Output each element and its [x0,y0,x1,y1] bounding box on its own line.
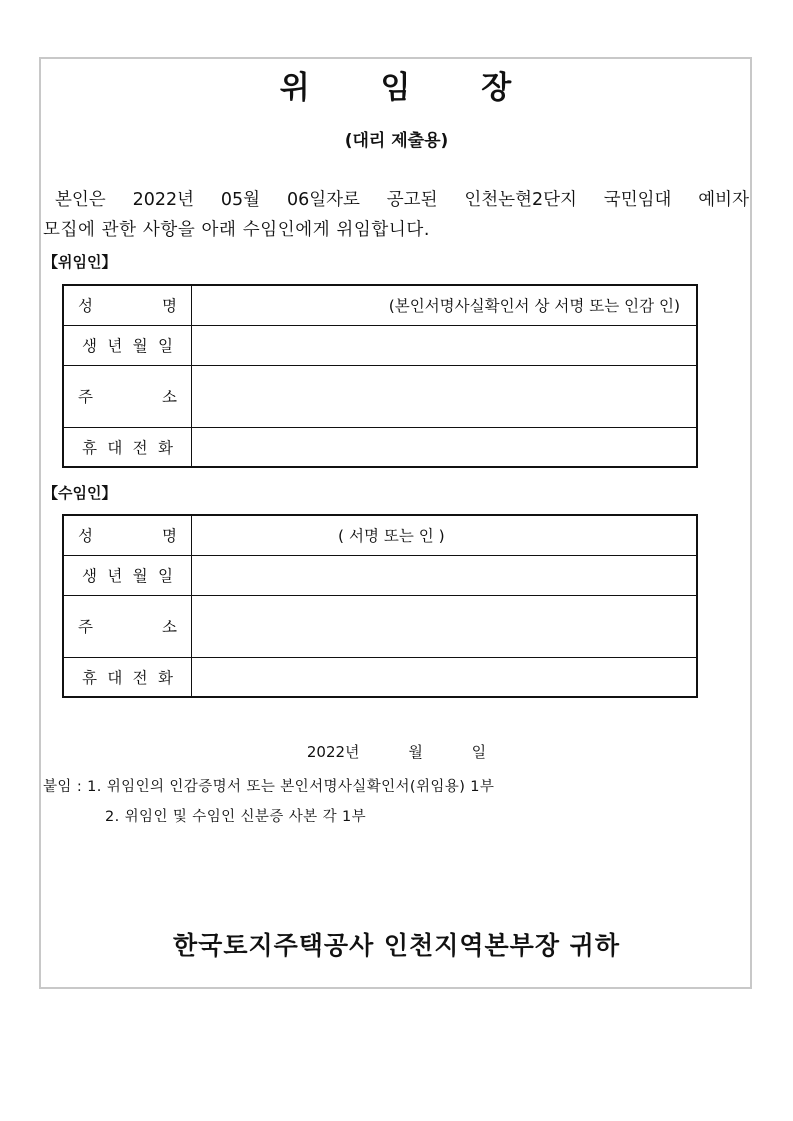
document-title [0,62,793,107]
delegate-address-row [63,595,697,657]
intro-word: 공고된 [386,190,438,210]
date-day: 일 [471,743,487,761]
delegate-address-field[interactable] [192,595,698,657]
address-label: 주 소 [63,595,192,657]
document-subtitle: (대리 제출용) [344,131,449,151]
date-month: 월 [408,743,423,761]
delegator-section-label: 【위임인】 [43,253,117,271]
delegator-table [62,284,698,468]
title-char-1: 위 [279,70,312,106]
delegator-address-row [63,365,697,427]
delegator-phone-row [63,427,697,467]
intro-paragraph [43,185,749,245]
intro-word: 국민임대 [603,190,672,210]
intro-word: 본인은 [55,190,106,210]
intro-word: 06일자로 [286,190,360,210]
birthdate-label: 생 년 월 일 [63,555,192,595]
recipient-footer: 한국토지주택공사 인천지역본부장 귀하 [173,931,620,960]
intro-line-1 [43,185,749,215]
delegate-table [62,514,698,698]
delegate-name-row [63,515,697,555]
intro-word: 인천논현2단지 [464,190,577,210]
delegator-birthdate-row [63,325,697,365]
delegate-section-label: 【수임인】 [43,484,117,502]
signature-note: (본인서명사실확인서 상 서명 또는 인감 인) [388,297,680,316]
intro-word: 예비자 [698,190,749,210]
delegator-name-field[interactable] [192,285,698,325]
delegate-phone-row [63,657,697,697]
intro-word: 05월 [220,190,261,210]
delegate-name-field[interactable] [192,515,698,555]
attachment-2: 2. 위임인 및 수임인 신분증 사본 각 1부 [105,809,367,825]
name-label: 성 명 [63,515,192,555]
intro-word: 2022년 [132,190,195,210]
phone-label: 휴 대 전 화 [63,427,192,467]
delegate-phone-field[interactable] [192,657,698,697]
birthdate-label: 생 년 월 일 [63,325,192,365]
attachment-1: 붙임 : 1. 위임인의 인감증명서 또는 본인서명사실확인서(위임용) 1부 [43,779,495,795]
delegator-name-row [63,285,697,325]
date-year: 2022년 [306,743,360,761]
title-char-2: 임 [380,70,413,106]
delegator-address-field[interactable] [192,365,698,427]
signature-note: ( 서명 또는 인 ) [338,527,445,546]
delegate-birthdate-field[interactable] [192,555,698,595]
name-label: 성 명 [63,285,192,325]
intro-line-2: 모집에 관한 사항을 아래 수임인에게 위임합니다. [43,220,431,240]
title-char-3: 장 [481,70,514,106]
delegator-phone-field[interactable] [192,427,698,467]
address-label: 주 소 [63,365,192,427]
phone-label: 휴 대 전 화 [63,657,192,697]
date-line [0,741,793,762]
delegate-birthdate-row [63,555,697,595]
delegator-birthdate-field[interactable] [192,325,698,365]
